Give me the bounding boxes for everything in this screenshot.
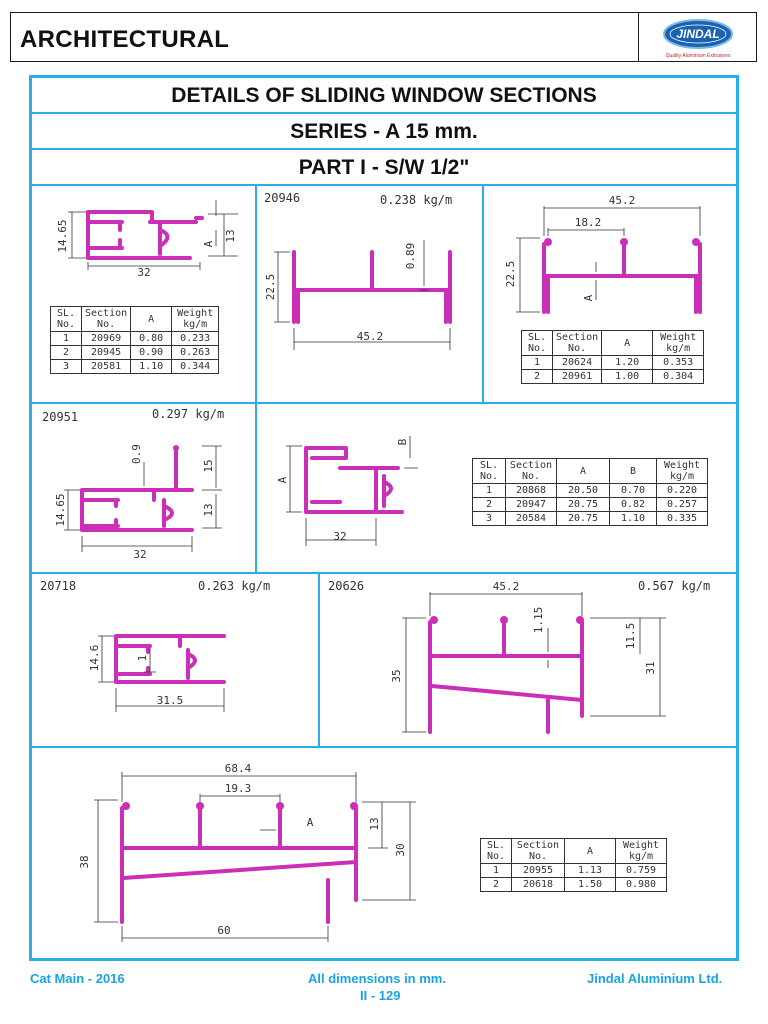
dim-label: 22.5 <box>504 260 517 288</box>
dim-label: 13 <box>368 817 381 831</box>
table-row <box>481 864 667 878</box>
table-cell: 0.220 <box>657 484 708 498</box>
table-cell: 0.353 <box>653 356 704 370</box>
table-cell: 20955 <box>512 864 565 878</box>
dim-label: 1 <box>136 654 149 662</box>
dim-label: A <box>276 476 289 484</box>
table-cell: 3 <box>473 512 506 526</box>
dim-label: 35 <box>390 669 403 683</box>
table-header: Section No. <box>506 459 557 484</box>
table-header: A <box>602 331 653 356</box>
dim-label: 1.15 <box>532 606 545 634</box>
table-header: A <box>565 839 616 864</box>
table-header: SL. No. <box>51 307 82 332</box>
table-cell: 20.50 <box>557 484 610 498</box>
dim-label: 13 <box>202 503 215 517</box>
table-row <box>481 878 667 892</box>
dim-label: 0.89 <box>404 242 417 270</box>
page-number: II - 129 <box>360 988 401 1003</box>
dim-label: A <box>582 294 595 302</box>
table-cell: 0.263 <box>172 346 219 360</box>
table-cell: 0.335 <box>657 512 708 526</box>
dim-label: A <box>202 240 215 248</box>
table-header: A <box>131 307 172 332</box>
table-cell: 2 <box>473 498 506 512</box>
table-cell: 20945 <box>82 346 131 360</box>
table-cell: 20624 <box>553 356 602 370</box>
section-number: 20718 <box>40 579 77 593</box>
dim-label: 38 <box>78 855 91 869</box>
dim-label: 68.4 <box>224 762 252 775</box>
table-cell: 3 <box>51 360 82 374</box>
dim-label: 22.5 <box>264 273 277 301</box>
table-cell: 1.10 <box>610 512 657 526</box>
section-weight: 0.567 kg/m <box>638 579 711 593</box>
section-weight: 0.297 kg/m <box>152 407 225 421</box>
page-title: ARCHITECTURAL <box>20 26 230 53</box>
table-header: Section No. <box>553 331 602 356</box>
dim-label: 0.9 <box>130 444 143 464</box>
sheet-title: DETAILS OF SLIDING WINDOW SECTIONS <box>32 78 736 114</box>
dim-label: 31 <box>644 661 657 675</box>
dim-label: B <box>396 438 409 446</box>
table-header: Section No. <box>512 839 565 864</box>
dim-label: 45.2 <box>608 194 636 207</box>
table-cell: 0.90 <box>131 346 172 360</box>
logo-tagline: Quality Aluminium Extrusions <box>665 53 731 59</box>
dim-label: 30 <box>394 843 407 857</box>
table-cell: 1 <box>522 356 553 370</box>
table-header: B <box>610 459 657 484</box>
section-weight: 0.238 kg/m <box>380 193 453 207</box>
table-cell: 20961 <box>553 370 602 384</box>
table-cell: 2 <box>481 878 512 892</box>
table-cell: 20868 <box>506 484 557 498</box>
table-cell: 0.304 <box>653 370 704 384</box>
dim-label: A <box>306 816 314 829</box>
table-cell: 20618 <box>512 878 565 892</box>
table-cell: 0.233 <box>172 332 219 346</box>
table-cell: 1.00 <box>602 370 653 384</box>
footer-left: Cat Main - 2016 <box>30 971 125 986</box>
table-cell: 0.257 <box>657 498 708 512</box>
table-cell: 20584 <box>506 512 557 526</box>
table-header: SL. No. <box>473 459 506 484</box>
series-title: SERIES - A 15 mm. <box>32 114 736 150</box>
dim-label: 13 <box>224 229 237 243</box>
table-cell: 1 <box>473 484 506 498</box>
table-header: Weight kg/m <box>616 839 667 864</box>
table-header: Weight kg/m <box>653 331 704 356</box>
dim-label: 32 <box>137 266 151 279</box>
dim-label: 45.2 <box>356 330 384 343</box>
dim-label: 14.65 <box>54 493 67 527</box>
table-cell: 20947 <box>506 498 557 512</box>
table-cell: 1.13 <box>565 864 616 878</box>
table-cell: 20969 <box>82 332 131 346</box>
table-cell: 0.759 <box>616 864 667 878</box>
table-header: SL. No. <box>522 331 553 356</box>
part-title: PART I - S/W 1/2" <box>32 150 736 186</box>
table-cell: 1 <box>51 332 82 346</box>
section-number: 20951 <box>42 410 79 424</box>
table-header: A <box>557 459 610 484</box>
table-cell: 0.344 <box>172 360 219 374</box>
table-cell: 1.20 <box>602 356 653 370</box>
table-cell: 0.980 <box>616 878 667 892</box>
section-number: 20626 <box>328 579 365 593</box>
dim-label: 11.5 <box>624 622 637 650</box>
dim-label: 32 <box>133 548 147 561</box>
dim-label: 45.2 <box>492 580 520 593</box>
table-cell: 20581 <box>82 360 131 374</box>
dim-label: 60 <box>217 924 231 937</box>
table-cell: 20.75 <box>557 498 610 512</box>
table-cell: 1.10 <box>131 360 172 374</box>
table-cell: 2 <box>51 346 82 360</box>
dim-label: 31.5 <box>156 694 184 707</box>
footer-right: Jindal Aluminium Ltd. <box>587 971 723 986</box>
spec-table-8 <box>480 838 667 892</box>
dim-label: 18.2 <box>574 216 602 229</box>
dim-label: 14.65 <box>56 219 69 253</box>
table-cell: 0.80 <box>131 332 172 346</box>
table-cell: 1.50 <box>565 878 616 892</box>
table-cell: 0.70 <box>610 484 657 498</box>
table-header: Weight kg/m <box>172 307 219 332</box>
logo-text: JINDAL <box>676 27 720 41</box>
section-weight: 0.263 kg/m <box>198 579 271 593</box>
table-header: SL. No. <box>481 839 512 864</box>
dim-label: 14.6 <box>88 644 101 672</box>
dim-label: 15 <box>202 459 215 473</box>
table-cell: 1 <box>481 864 512 878</box>
table-header: Section No. <box>82 307 131 332</box>
table-cell: 20.75 <box>557 512 610 526</box>
table-header: Weight kg/m <box>657 459 708 484</box>
footer-center: All dimensions in mm. <box>308 971 446 986</box>
table-cell: 2 <box>522 370 553 384</box>
section-number: 20946 <box>264 191 301 205</box>
dim-label: 32 <box>333 530 347 543</box>
table-cell: 0.82 <box>610 498 657 512</box>
dim-label: 19.3 <box>224 782 252 795</box>
